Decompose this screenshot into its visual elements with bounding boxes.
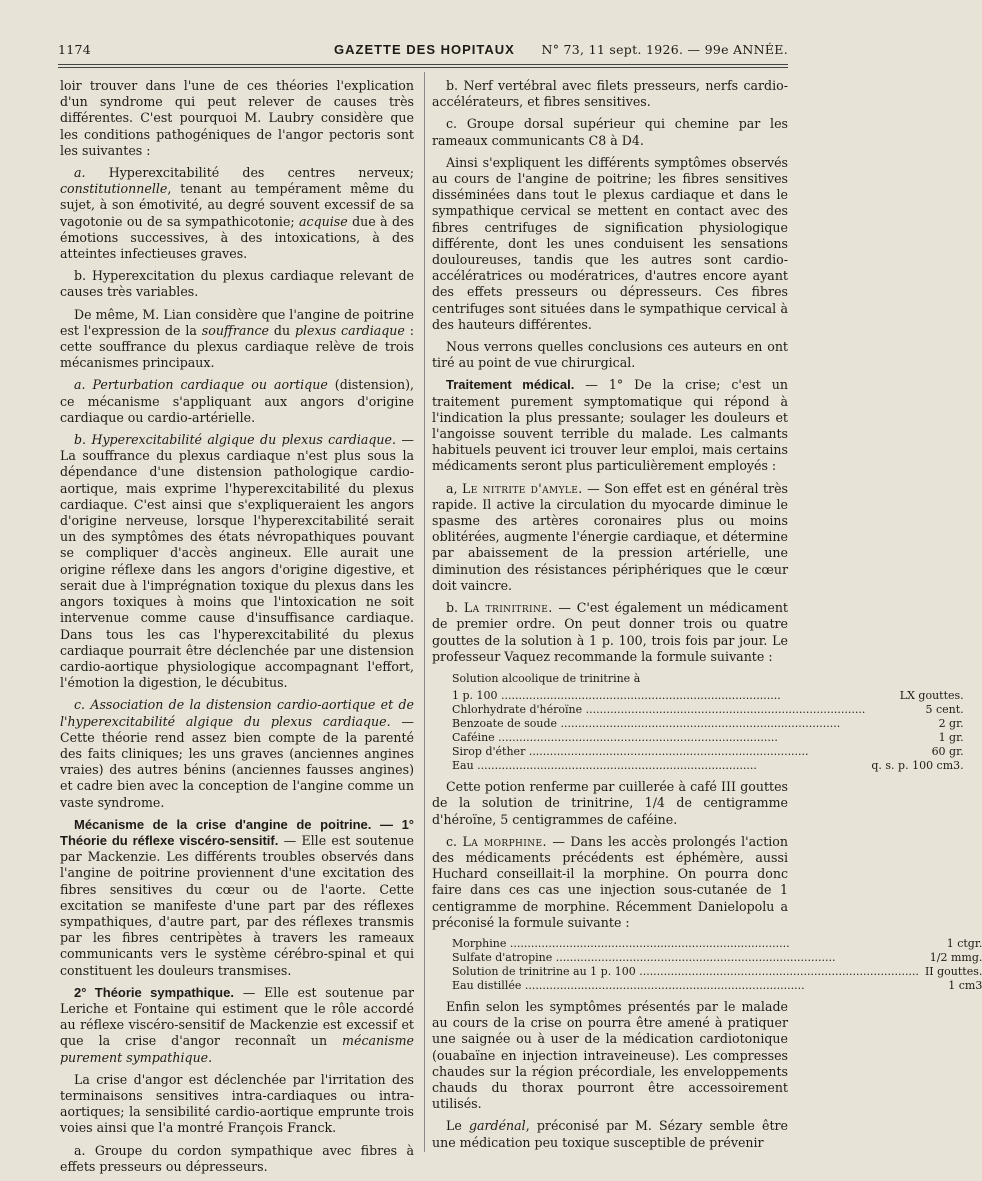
running-header [58,38,788,62]
paragraph [60,985,414,1066]
drug-name: La morphine. [462,833,547,849]
text-run: : cette souffrance du plexus cardiaque relève de trois mécanismes principaux. [60,322,414,371]
paragraph [60,165,414,262]
ingredient-name: Benzoate de soude ................................................................................ [452,717,841,731]
italic-run: plexus cardiaque [294,322,405,338]
drug-name: La trinitrine. [463,600,553,616]
text-run: , tenant au tempérament même du sujet, à son émotivité, au degré souvent excessif de sa vagotonie ou de sa sympathicotonie; [60,181,414,229]
italic-run: mécanisme purement sympathique. [60,1033,414,1065]
text-run: du [269,322,295,338]
header-rule-double [58,67,788,68]
subsection-heading: 2° Théorie sympathique. [74,984,234,1000]
ingredient-dose: 1 gr. [938,731,964,745]
formula-row [452,951,982,965]
paragraph: loir trouver dans l'une de ces théories l'explication d'un syndrome qui peut relever de causes très différentes. C'est pourquoi M. Laubry considère que les conditions pathogéniques de l'angor pectoris sont les suivantes : [60,78,414,158]
paragraph: Nous verrons quelles conclusions ces auteurs en ont tiré au point de vue chirurgical. [432,339,788,371]
ingredient-name: Morphine ................................................................................ [452,936,790,950]
text-run: — Elle est soutenue par Mackenzie. Les différents troubles observés dans l'angine de poitrine proviennent d'une excitation des fibres sensitives du cœur ou de l'aorte. Cette excitation se manifeste d'une part par des réflexes sympathiques, d'autre part, par des réflexes transmis par les fibres centripètes à travers les rameaux communicants vers le système cérébro-spinal et qui constituent les douleurs transmises. [60,832,414,978]
section-paragraph [432,377,788,474]
text-run: — C'est également un médicament de premier ordre. On peut donner trois ou quatre gouttes de la solution à 1 p. 100, trois fois par jour. Le professeur Vaquez recommande la formule suivante : [432,600,788,664]
formula-row [452,703,964,717]
paragraph: b. Nerf vertébral avec filets presseurs, nerfs cardio-accélérateurs, et fibres sensitives. [432,78,788,110]
formula-row [452,689,964,703]
text-run: Le [446,1118,469,1134]
formula-row [452,759,964,773]
item-label: c. [446,833,463,849]
italic-run: a. Perturbation cardiaque ou aortique [74,377,328,393]
paragraph [60,377,414,426]
section-heading: Traitement médical. [446,377,575,393]
text-run: — Dans les accès prolongés l'action des médicaments précédents est éphémère, aussi Huchard conseillait-il la morphine. On pourra donc faire dans ces cas une injection sous-cutanée de 1 centigramme de morphine. Récemment Danielopolu a préconisé la formule suivante : [432,833,788,930]
italic-run: constitutionnelle [60,181,168,197]
ingredient-name: Solution de trinitrine au 1 p. 100 ................................................................................ [452,964,919,978]
italic-run: gardénal [468,1118,526,1134]
ingredient-name: Sirop d'éther ................................................................................ [452,745,809,759]
ingredient-name: Eau ................................................................................ [452,759,757,773]
text-run: Hyperexcitabilité des centres nerveux; [85,165,414,181]
italic-run: c. Association de la distension cardio-aortique et de l'hyperexcitabilité algique du plexus cardiaque. [60,697,414,729]
formula-row [452,965,982,979]
right-column [432,78,982,1157]
italic-run: b. Hyperexcitabilité algique du plexus cardiaque. [74,432,396,448]
paragraph: Enfin selon les symptômes présentés par le malade au cours de la crise on pourra être amené à pratiquer une saignée ou à user de la médication cardiotonique (ouabaïne en injection intraveineuse). Les compresses chaudes sur la région précordiale, les enveloppements chauds du thorax pourront être accessoirement utilisés. [432,998,788,1112]
italic-run: souffrance [201,322,270,338]
left-column [60,78,414,1181]
ingredient-name: Caféine ................................................................................ [452,731,778,745]
subsection-heading: — 1° Théorie du réflexe viscéro-sensitif. [60,816,414,848]
paragraph: Ainsi s'expliquent les différents symptômes observés au cours de l'angine de poitrine; les fibres sensitives disséminées dans tout le plexus cardiaque et dans le sympathique cervical se mettent en contact avec des fibres centrifuges de signification physiologique différente, dont les unes conduisent les sensations douloureuses, tandis que les autres sont cardio-accélératrices ou modératrices, d'autres encore ayant des effets presseurs ou dépresseurs. Ces fibres centrifuges sont situées dans le sympathique cervical à des hauteurs différentes. [432,154,788,332]
paragraph: c. Groupe dorsal supérieur qui chemine par les rameaux communicants C8 à D4. [432,116,788,148]
page-number: 1174 [58,42,92,57]
item-label: a. [74,165,86,181]
journal-title: GAZETTE DES HOPITAUX [334,42,515,57]
formula-row [452,731,964,745]
formula-table-morphine [452,937,982,993]
paragraph [60,432,414,691]
drug-name: Le nitrite d'amyle. [461,480,583,496]
ingredient-dose: 1/2 mmg. [929,950,982,964]
formula-row [452,937,982,951]
text-run: due à des émotions successives, à des intoxications, à des atteintes infectieuses graves. [60,213,414,262]
paragraph [432,834,788,931]
text-run: (distension), ce mécanisme s'appliquant aux angors d'origine cardiaque ou cardio-artérielle. [60,377,414,425]
item-label: a, [446,480,462,496]
formula-row [452,979,982,993]
ingredient-name: Eau distillée ................................................................................ [452,978,805,992]
paragraph: La crise d'angor est déclenchée par l'irritation des terminaisons sensitives intra-cardiaques ou intra-aortiques; la sensibilité cardio-aortique emprunte trois voies ainsi que l'a montré François Franck. [60,1071,414,1136]
ingredient-dose: 1 cm3 [948,978,982,992]
text-run: — 1° De la crise; c'est un traitement purement symptomatique qui répond à l'indication la plus pressante; soulager les douleurs et l'angoisse souvent terrible du malade. Les calmants habituels peuvent ici trouver leur emploi, mais certains médicaments seront plus particulièrement employés : [432,377,788,474]
text-run: — Son effet est en général très rapide. Il active la circulation du myocarde diminue le spasme des artères coronaires plus ou moins oblitérées, augmente l'énergie cardiaque, et détermine par abaissement de la pression artérielle, une diminution des résistances périphériques que le cœur doit vaincre. [432,480,788,593]
paragraph [60,697,414,810]
section-heading: Mécanisme de la crise d'angine de poitrine. [74,816,372,832]
item-label: b. [446,600,464,616]
text-run: — Cette théorie rend assez bien compte de la parenté des faits cliniques; les uns graves (anciennes angines vraies) des autres bénins (anciennes fausses angines) et cadre bien avec la conception de l'angine comme un vaste syndrome. [60,713,414,810]
header-rule [58,64,788,65]
ingredient-name: Chlorhydrate d'héroïne ................................................................................ [452,703,866,717]
section-paragraph [60,817,414,979]
paragraph: a. Groupe du cordon sympathique avec fibres à effets presseurs ou dépresseurs. [60,1142,414,1174]
text-run: , préconisé par M. Sézary semble être une médication peu toxique susceptible de prévenir [432,1118,788,1150]
paragraph [432,481,788,594]
formula-title: Solution alcoolique de trinitrine à [452,671,641,685]
ingredient-dose: 5 cent. [925,703,964,717]
ingredient-dose: 1 ctgr. [946,936,982,950]
text-run: — Elle est soutenue par Leriche et Fontaine qui estiment que le rôle accordé au réflexe viscéro-sensitif de Mackenzie est excessif et que la crise d'angor reconnaît un [60,984,414,1049]
ingredient-dose: 60 gr. [931,745,964,759]
paragraph [432,600,788,665]
formula-row [452,745,964,759]
column-divider [424,72,425,1152]
paragraph: b. Hyperexcitation du plexus cardiaque relevant de causes très variables. [60,268,414,300]
text-run: — La souffrance du plexus cardiaque n'est plus sous la dépendance d'une distension pathologique cardio-aortique, mais exprime l'hyperexcitabilité du plexus cardiaque. C'est ainsi que s'expliqueraient les angors d'origine nerveuse, lorsque l'hyperexcitabilité serait un des symptômes des états névropathiques pouvant se compliquer d'accès angineux. Elle aurait une origine réflexe dans les angors d'origine digestive, et serait due à l'imprégnation toxique du plexus dans les angors toxiques à moins que l'intoxication ne soit intervenue comme cause d'insuffisance cardiaque. Dans tous les cas l'hyperexcitabilité du plexus cardiaque pourrait être déclenchée par une distension cardio-aortique physiologique accompagnant l'effort, l'émotion la digestion, le décubitus. [60,432,414,691]
ingredient-dose: II gouttes. [924,964,982,978]
ingredient-dose: LX gouttes. [899,689,964,703]
issue-info: N° 73, 11 sept. 1926. — 99e ANNÉE. [541,42,788,57]
paragraph [432,1118,788,1150]
text-run: De même, M. Lian considère que l'angine de poitrine est l'expression de la [60,306,414,338]
italic-run: acquise [299,213,348,229]
formula-row [452,717,964,731]
ingredient-name: Sulfate d'atropine ................................................................................ [452,950,836,964]
ingredient-name: 1 p. 100 ................................................................................ [452,689,781,703]
paragraph: Cette potion renferme par cuillerée à café III gouttes de la solution de trinitrine, 1/4 de centigramme d'héroïne, 5 centigrammes de caféine. [432,779,788,827]
formula-table-trinitrine [452,689,964,773]
ingredient-dose: 2 gr. [938,717,964,731]
ingredient-dose: q. s. p. 100 cm3. [871,759,964,773]
paragraph [60,307,414,372]
